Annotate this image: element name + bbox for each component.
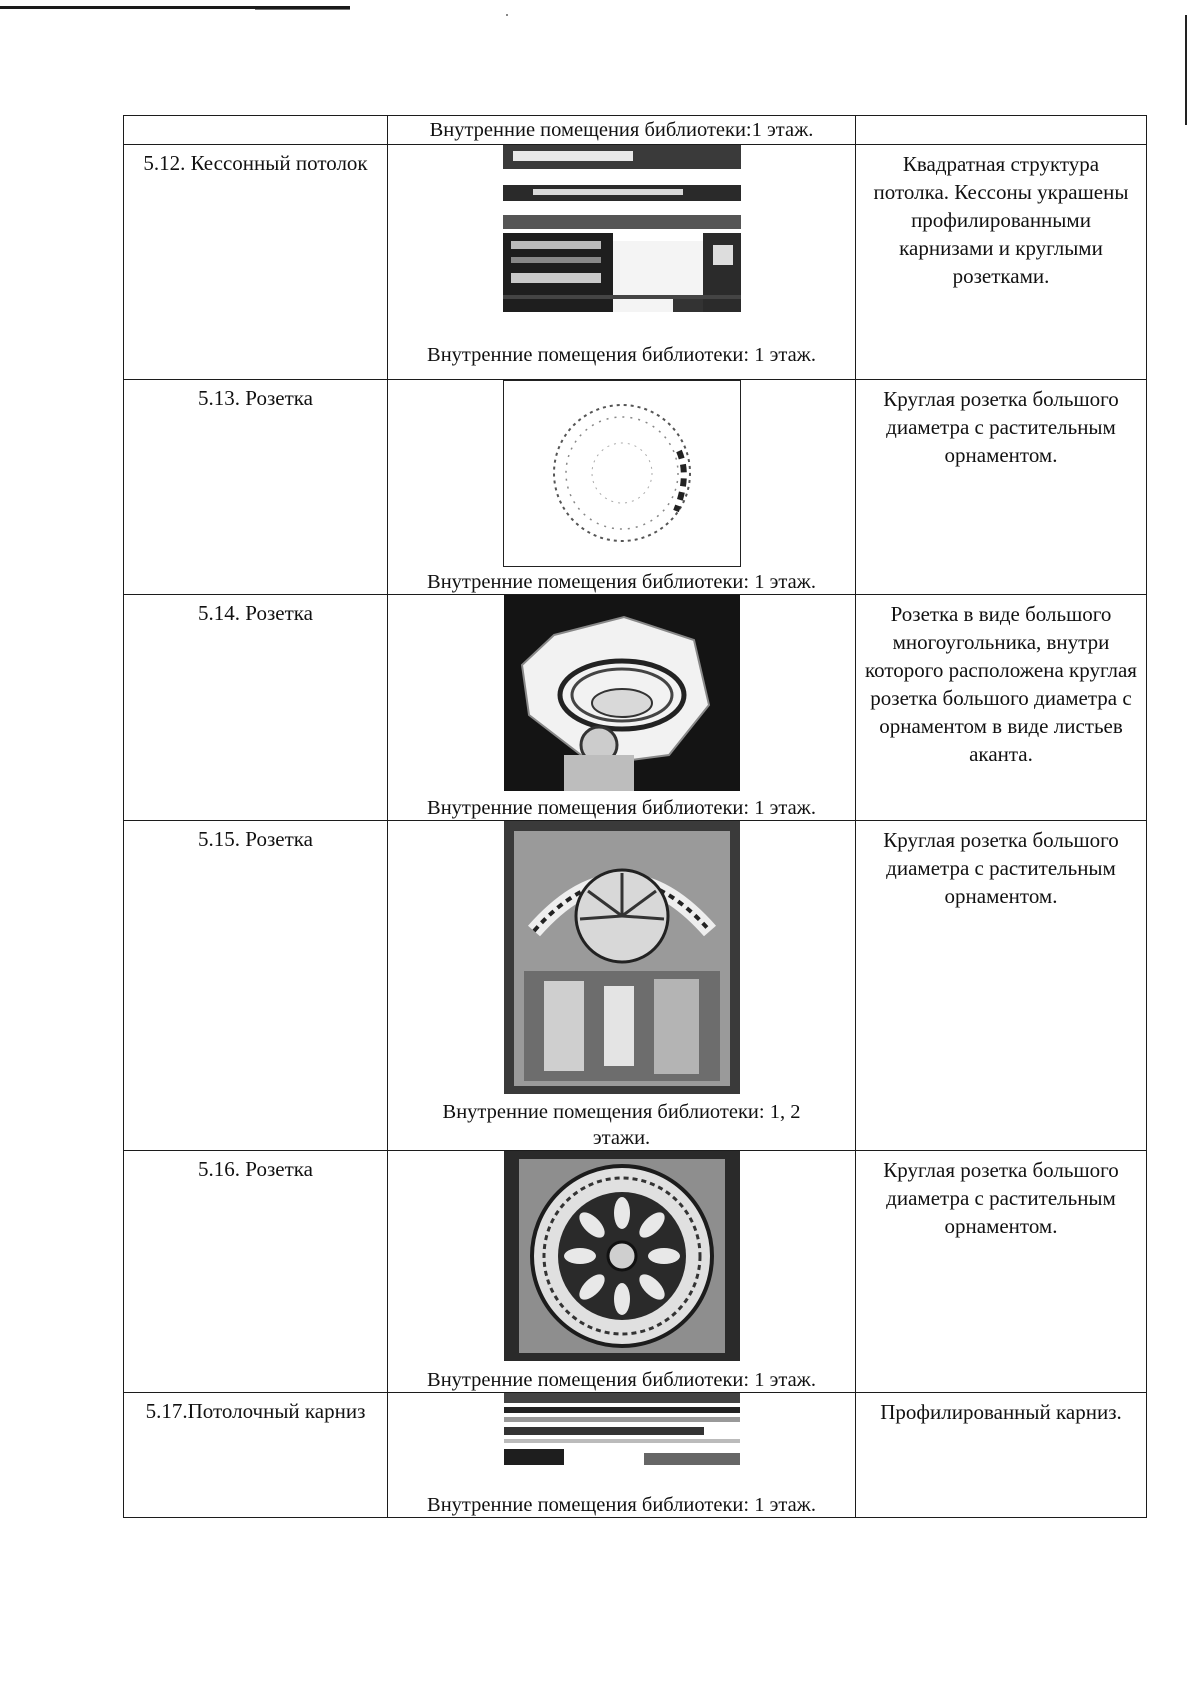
elements-table [123,115,1147,1518]
header-location: Внутренние помещения библиотеки:1 этаж. [429,119,814,141]
arched-rosette-photo [504,821,740,1094]
element-name: 5.17.Потолочный карниз [145,1399,366,1423]
element-location: Внутренние помещения библиотеки: 1 этаж. [427,344,816,366]
element-location: Внутренние помещения библиотеки: 1 этаж. [427,1494,816,1516]
scan-artifact-right [1185,15,1187,125]
element-location: Внутренние помещения библиотеки: 1 этаж. [427,797,816,819]
scan-artifact-top-thin [255,9,350,10]
ceiling-cornice-photo [504,1393,740,1465]
round-rosette-photo [503,380,741,567]
element-description: Круглая розетка большого диаметра с растительным орнаментом. [883,1158,1119,1238]
scan-speck [506,14,508,16]
floral-rosette-photo [504,1151,740,1361]
table-row [124,595,1147,821]
table-row [124,380,1147,595]
polygon-rosette-photo [504,595,740,791]
element-name: 5.14. Розетка [198,601,313,625]
element-name: 5.16. Розетка [198,1157,313,1181]
element-name: 5.15. Розетка [198,827,313,851]
element-description: Квадратная структура потолка. Кессоны украшены профилированными карнизами и круглыми розетками. [873,152,1129,288]
table-header-row [124,116,1147,145]
element-description: Круглая розетка большого диаметра с растительным орнаментом. [883,828,1119,908]
element-description: Розетка в виде большого многоугольника, внутри которого расположена круглая розетка большого диаметра с орнаментом в виде листьев аканта. [865,602,1137,766]
element-location: Внутренние помещения библиотеки: 1 этаж. [427,1369,816,1391]
element-location: Внутренние помещения библиотеки: 1, 2 этажи. [442,1101,801,1149]
table-row [124,145,1147,380]
table-row [124,821,1147,1151]
element-description: Круглая розетка большого диаметра с растительным орнаментом. [883,387,1119,467]
element-name: 5.12. Кессонный потолок [143,151,368,175]
coffered-ceiling-photo [503,145,741,312]
table-row [124,1393,1147,1518]
element-name: 5.13. Розетка [198,386,313,410]
element-location: Внутренние помещения библиотеки: 1 этаж. [427,571,816,593]
table-row [124,1151,1147,1393]
element-description: Профилированный карниз. [880,1400,1122,1424]
